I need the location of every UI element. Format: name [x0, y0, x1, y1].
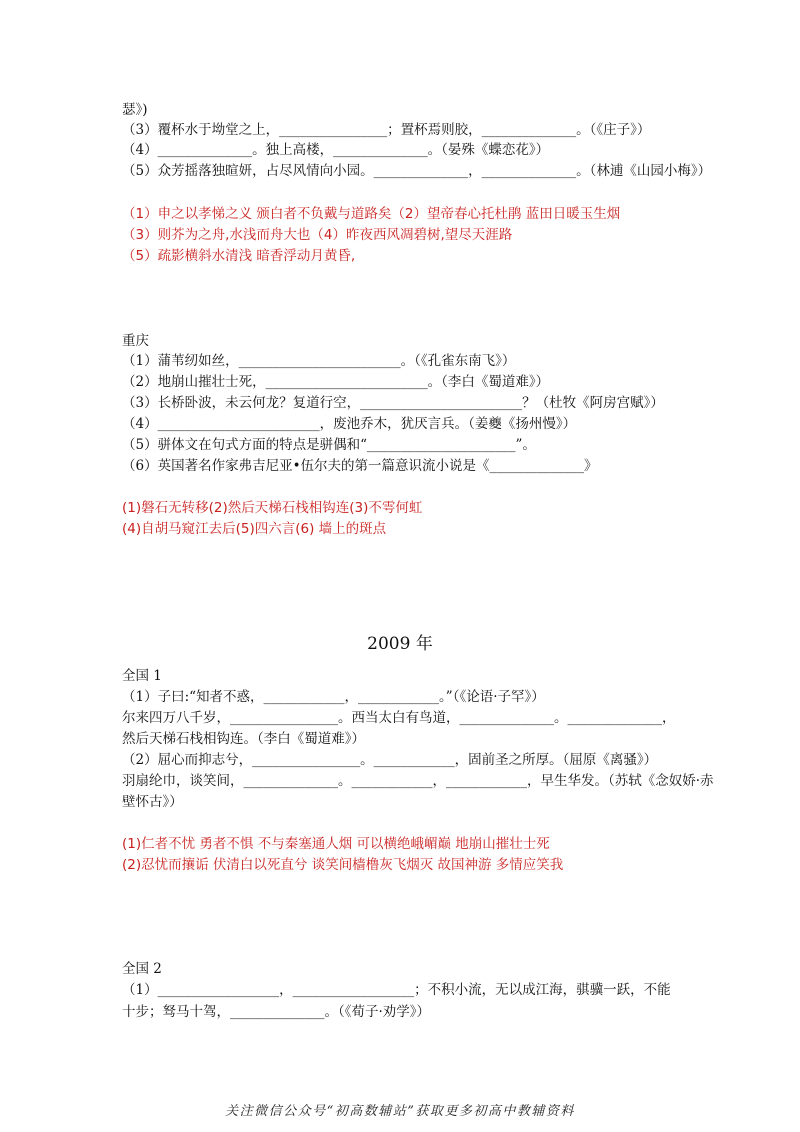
question-line: （4）________________________，废池乔木，犹厌言兵。（姜夔《扬州慢》） [122, 416, 577, 432]
question-line: （3）覆杯水于坳堂之上，________________；置杯焉则胶，______________。（《庄子》） [122, 122, 651, 138]
section-heading-chongqing: 重庆 [122, 333, 149, 349]
question-line: （2）屈心而抑志兮，________________。____________，固前圣之所厚。（屈原《离骚》） [122, 752, 658, 768]
year-title: 2009 年 [367, 634, 433, 654]
answer-line: (2)忍忧而攘诟 伏清白以死直兮 谈笑间樯橹灰飞烟灭 故国神游 多情应笑我 [122, 857, 564, 873]
footer-note: 关注微信公众号“初高数辅站”获取更多初高中教辅资料 [225, 1104, 575, 1119]
question-line: （1）子曰:“知者不惑，____________，____________。”（《论语·子罕》） [122, 689, 545, 705]
question-line: 瑟》) [122, 102, 148, 118]
answer-line: （3）则芥为之舟,水浅而舟大也（4）昨夜西风凋碧树,望尽天涯路 [122, 227, 513, 243]
question-line: （3）长桥卧波，未云何龙？复道行空，________________________？（杜牧《阿房宫赋》） [122, 395, 664, 411]
question-line: （5）骈体文在句式方面的特点是骈偶和“______________________”。 [122, 437, 536, 453]
section-heading-quanguo-2: 全国 2 [122, 961, 162, 977]
answer-line: （1）申之以孝悌之义 颁白者不负戴与道路矣（2）望帝春心托杜鹃 蓝田日暖玉生烟 [122, 206, 621, 222]
section-heading-quanguo-1: 全国 1 [122, 668, 162, 684]
question-line: （6）英国著名作家弗吉尼亚•伍尔夫的第一篇意识流小说是《______________》 [122, 458, 598, 474]
question-line: 十步；驽马十驾，______________。（《荀子·劝学》） [122, 1004, 431, 1020]
question-line: （4）______________。独上高楼，______________。（晏殊《蝶恋花》） [122, 142, 550, 158]
answer-line: （5）疏影横斜水清浅 暗香浮动月黄昏, [122, 248, 356, 264]
question-line: （1）蒲苇纫如丝，________________________。（《孔雀东南飞》） [122, 353, 516, 369]
answer-line: (1)磐石无转移(2)然后天梯石栈相钩连(3)不雩何虹 [122, 500, 423, 516]
question-line: 壁怀古》） [122, 794, 183, 810]
answer-line: (1)仁者不忧 勇者不惧 不与秦塞通人烟 可以横绝峨嵋巅 地崩山摧壮士死 [122, 836, 550, 852]
question-line: （1）__________________，__________________；不积小流，无以成江海，骐骥一跃，不能 [122, 982, 671, 998]
question-line: （2）地崩山摧壮士死，________________________。（李白《蜀道难》） [122, 374, 550, 390]
question-line: 羽扇纶巾，谈笑间，______________。____________，____________，早生华发。（苏轼《念奴娇·赤 [122, 773, 714, 789]
question-line: 然后天梯石栈相钩连。（李白《蜀道难》） [122, 731, 365, 747]
question-line: （5）众芳摇落独暄妍，占尽风情向小园。______________，______________。（林逋《山园小梅》） [122, 163, 712, 179]
question-line: 尔来四万八千岁，________________。西当太白有鸟道，______________。______________， [122, 710, 676, 726]
answer-line: (4)自胡马窥江去后(5)四六言(6) 墙上的斑点 [122, 521, 387, 537]
